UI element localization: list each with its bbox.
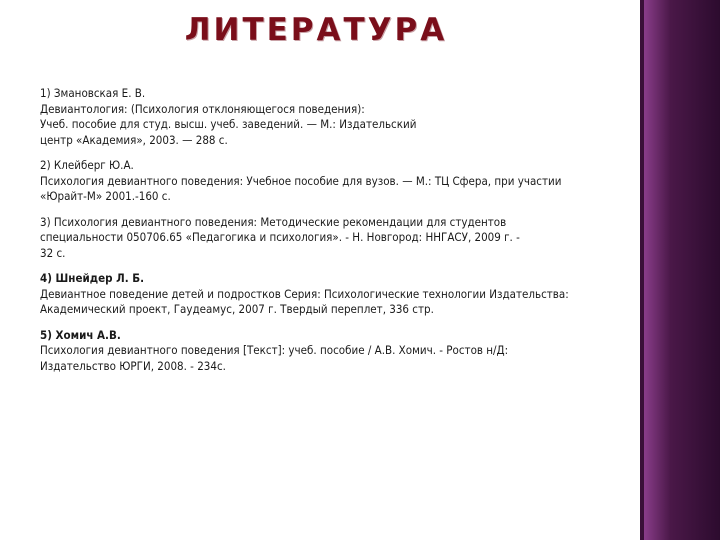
reference-2-author: 2) Клейберг Ю.А. [40,158,134,172]
reference-3-line-1: 3) Психология девиантного поведения: Методические рекомендации для студентов [40,214,507,229]
reference-1-line-3: Учеб. пособие для студ. высш. учеб. заведений. — М.: Издательский [40,117,417,131]
reference-1-author: 1) Змановская Е. В. [40,86,146,100]
reference-1-line-4: центр «Академия», 2003. — 288 с. [40,132,228,147]
reference-4-author: 4) Шнейдер Л. Б. [40,271,145,285]
reference-1 [40,86,625,148]
slide-title: ЛИТЕРАТУРА [184,12,448,48]
reference-2-line-3: «Юрайт-М» 2001.-160 с. [40,189,171,203]
reference-2-line-2: Психология девиантного поведения: Учебное пособие для вузов. — М.: ТЦ Сфера, при участии [40,173,562,188]
reference-4 [40,271,625,318]
reference-3-line-3: 32 с. [40,245,66,260]
reference-3 [40,215,600,262]
reference-5 [40,328,625,375]
reference-3-line-2: специальности 050706.65 «Педагогика и психология». - Н. Новгород: ННГАСУ, 2009 г. - [40,230,520,244]
reference-5-line-3: Издательство ЮРГИ, 2008. - 234с. [40,358,226,373]
references-list [40,86,625,384]
reference-4-line-3: Академический проект, Гаудеамус, 2007 г. Твердый переплет, 336 стр. [40,302,434,316]
reference-4-line-2: Девиантное поведение детей и подростков Серия: Психологические технологии Издательства: [40,286,569,301]
reference-2 [40,158,625,205]
reference-1-line-2: Девиантология: (Психология отклоняющегося поведения): [40,101,365,116]
reference-5-line-2: Психология девиантного поведения [Текст]: учеб. пособие / А.В. Хомич. - Ростов н/Д: [40,343,509,357]
decorative-sidebar [644,0,720,540]
reference-5-author: 5) Хомич А.В. [40,327,121,342]
